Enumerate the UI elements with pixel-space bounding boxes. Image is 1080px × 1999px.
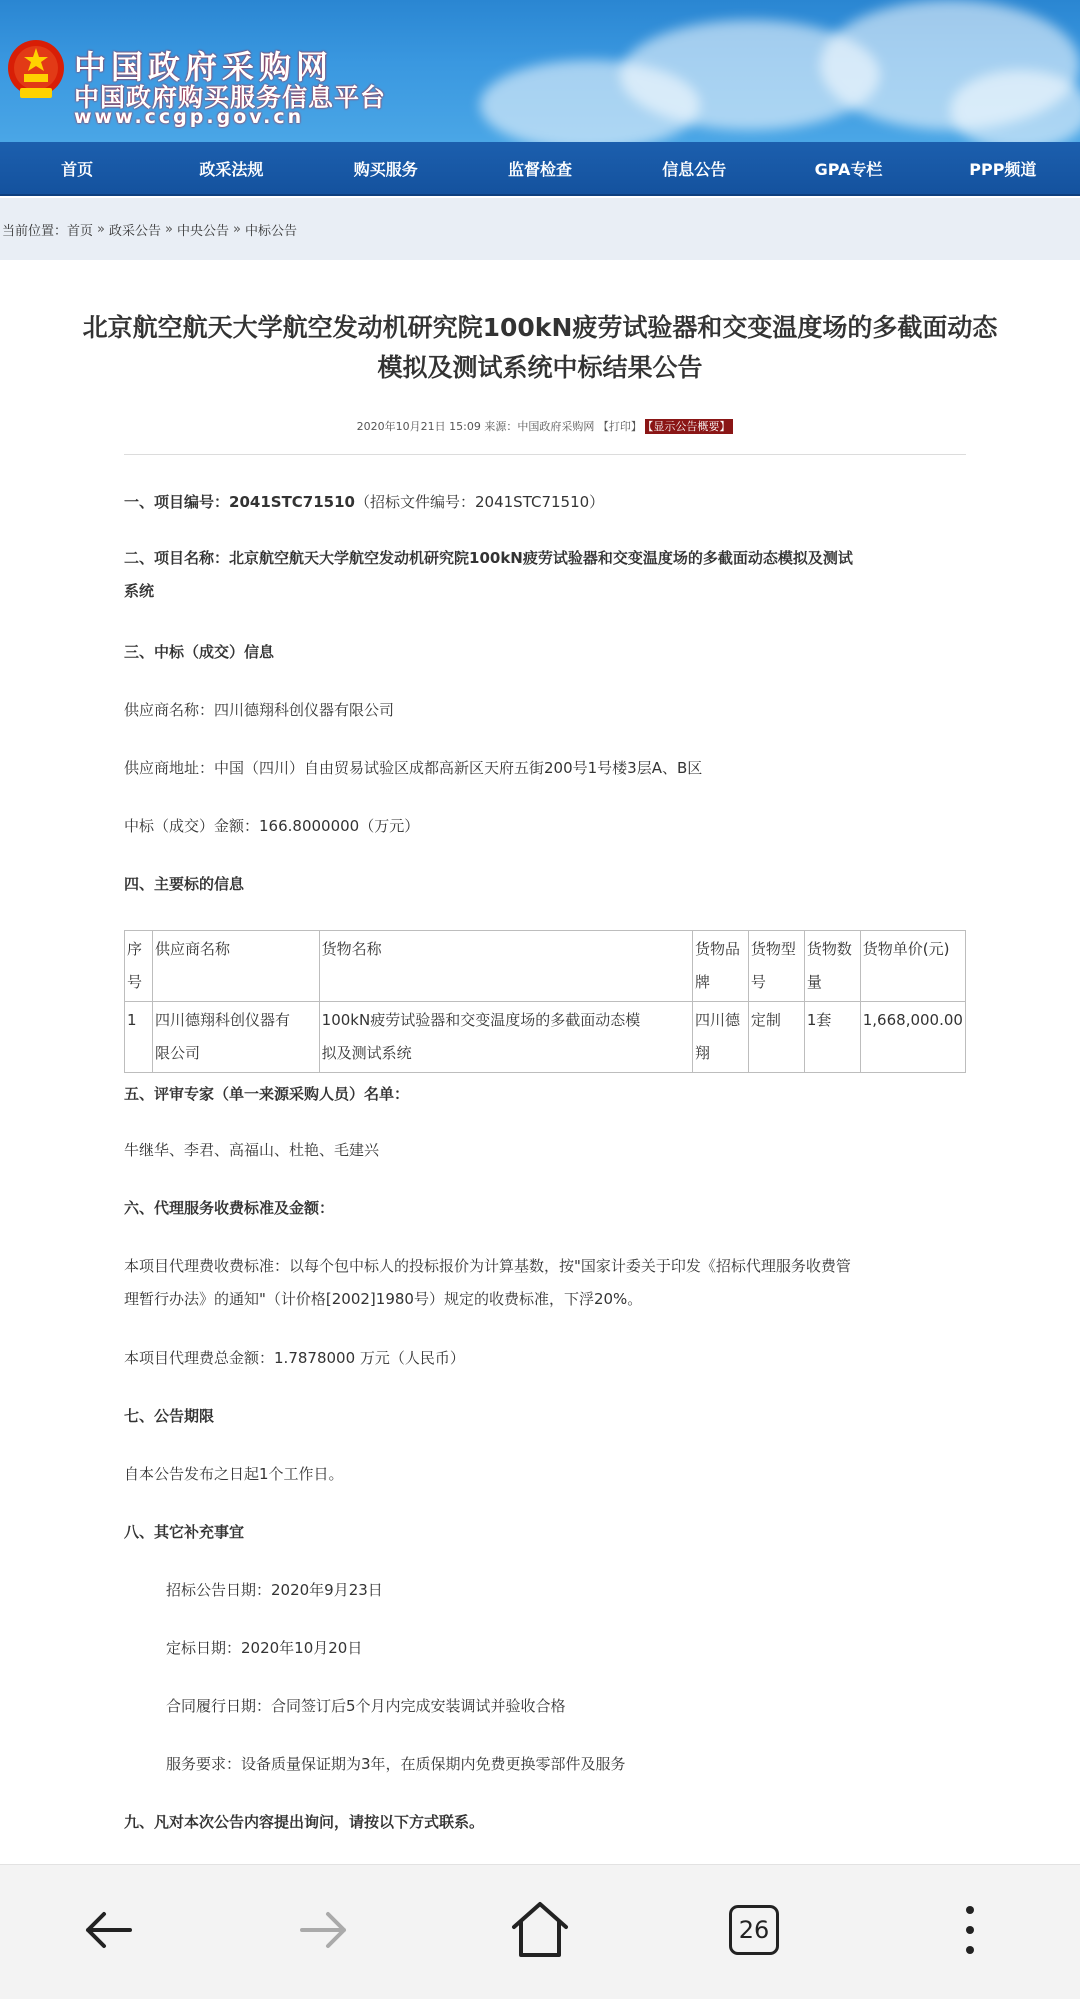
section-project-number <box>124 486 974 519</box>
arrow-right-icon <box>294 1905 354 1955</box>
nav-announcements[interactable]: 信息公告 <box>662 159 727 179</box>
site-logo-title[interactable]: 中国政府采购网 <box>74 48 334 86</box>
article-title <box>20 308 1060 388</box>
cell-line: 供应商名称 <box>154 940 230 958</box>
project-name-line: 系统 <box>124 582 155 600</box>
cell-line: 牌 <box>694 973 710 991</box>
tender-doc-number: （招标文件编号：2041STC71510） <box>355 493 605 511</box>
cell-line: 量 <box>806 973 822 991</box>
fee-total: 本项目代理费总金额：1.7878000 万元（人民币） <box>124 1349 465 1367</box>
nav-ppp[interactable]: PPP频道 <box>969 159 1037 179</box>
breadcrumb-award-notices[interactable]: 中标公告 <box>244 223 297 239</box>
article-title-line: 模拟及测试系统中标结果公告 <box>377 353 703 382</box>
table-header-cell <box>692 931 748 1002</box>
tender-notice-date: 招标公告日期：2020年9月23日 <box>166 1581 383 1599</box>
site-banner <box>0 0 1080 142</box>
breadcrumb-separator: » <box>165 221 173 237</box>
cell-line: 拟及测试系统 <box>321 1044 412 1062</box>
award-decision-date: 定标日期：2020年10月20日 <box>166 1639 363 1657</box>
nav-gpa[interactable]: GPA专栏 <box>814 159 883 179</box>
project-number-label: 一、项目编号： <box>124 493 230 511</box>
section-heading-experts: 五、评审专家（单一来源采购人员）名单： <box>124 1085 410 1103</box>
cloud-decoration <box>950 70 1080 142</box>
back-button[interactable] <box>68 1895 148 1965</box>
table-cell <box>152 1002 319 1073</box>
table-cell <box>804 1002 860 1073</box>
arrow-left-icon <box>78 1905 138 1955</box>
cell-line: 号 <box>750 973 766 991</box>
main-nav <box>0 142 1080 196</box>
fee-standard-line: 理暂行办法》的通知"（计价格[2002]1980号）规定的收费标准，下浮20%。 <box>124 1290 643 1308</box>
notice-period: 自本公告发布之日起1个工作日。 <box>124 1465 344 1483</box>
table-cell <box>319 1002 692 1073</box>
cell-line: 翔 <box>694 1044 710 1062</box>
table-cell <box>748 1002 804 1073</box>
table-cell <box>860 1002 965 1073</box>
browser-bottom-bar <box>0 1864 1080 1999</box>
nav-home[interactable]: 首页 <box>61 159 94 179</box>
cell-line: 号 <box>127 973 143 991</box>
supplier-address: 供应商地址：中国（四川）自由贸易试验区成都高新区天府五街200号1号楼3层A、B区 <box>124 759 703 777</box>
expert-list: 牛继华、李君、高福山、杜艳、毛建兴 <box>124 1141 380 1159</box>
nav-regulations[interactable]: 政采法规 <box>199 159 264 179</box>
article-meta-text: 2020年10月21日 15:09 来源：中国政府采购网 【打印】 <box>356 420 642 433</box>
site-logo-subtitle[interactable]: 中国政府购买服务信息平台 <box>74 83 387 112</box>
cell-line: 货物型 <box>750 940 796 958</box>
section-heading-notice-period: 七、公告期限 <box>124 1407 215 1425</box>
section-heading-main-items: 四、主要标的信息 <box>124 875 245 893</box>
cell-line: 100kN疲劳试验器和交变温度场的多截面动态模 <box>321 1011 641 1029</box>
cell-line: 货物名称 <box>321 940 382 958</box>
main-items-table <box>124 930 966 1073</box>
supplier-name: 供应商名称：四川德翔科创仪器有限公司 <box>124 701 395 719</box>
breadcrumb <box>0 198 1080 260</box>
table-header-cell <box>152 931 319 1002</box>
fee-standard <box>124 1250 974 1316</box>
home-button[interactable] <box>500 1895 580 1965</box>
nav-purchase-services[interactable]: 购买服务 <box>353 159 418 179</box>
article-meta <box>124 418 966 434</box>
breadcrumb-separator: » <box>97 221 105 237</box>
service-requirement: 服务要求：设备质量保证期为3年，在质保期内免费更换零部件及服务 <box>166 1755 626 1773</box>
table-header-cell <box>125 931 153 1002</box>
cell-line: 四川德 <box>694 1011 740 1029</box>
breadcrumb-home[interactable]: 首页 <box>67 223 94 239</box>
section-heading-award-info: 三、中标（成交）信息 <box>124 643 275 661</box>
award-amount: 中标（成交）金额：166.8000000（万元） <box>124 817 420 835</box>
contract-performance-date: 合同履行日期：合同签订后5个月内完成安装调试并验收合格 <box>166 1697 566 1715</box>
table-header-cell <box>804 931 860 1002</box>
cell-line: 货物数 <box>806 940 852 958</box>
table-header-cell <box>748 931 804 1002</box>
site-logo-url[interactable]: www.ccgp.gov.cn <box>74 106 305 128</box>
cell-line: 1套 <box>806 1011 832 1029</box>
nav-supervision[interactable]: 监督检查 <box>507 159 572 179</box>
cell-line: 定制 <box>750 1011 781 1029</box>
breadcrumb-separator: » <box>233 221 241 237</box>
cell-line: 货物品 <box>694 940 740 958</box>
project-number-value: 2041STC71510 <box>229 493 355 511</box>
section-project-name <box>124 542 974 608</box>
table-cell <box>125 1002 153 1073</box>
table-cell <box>692 1002 748 1073</box>
cell-line: 1 <box>127 1011 137 1029</box>
menu-button[interactable] <box>930 1895 1010 1965</box>
home-icon <box>508 1899 572 1961</box>
table-row <box>125 1002 966 1073</box>
section-heading-other-matters: 八、其它补充事宜 <box>124 1523 245 1541</box>
table-header-cell <box>860 931 965 1002</box>
project-name-line: 二、项目名称：北京航空航天大学航空发动机研究院100kN疲劳试验器和交变温度场的多截面动态模拟及测试 <box>124 549 853 567</box>
table-header-row <box>125 931 966 1002</box>
table-header-cell <box>319 931 692 1002</box>
forward-button[interactable] <box>284 1895 364 1965</box>
fee-standard-line: 本项目代理费收费标准：以每个包中标人的投标报价为计算基数，按"国家计委关于印发《招标代理服务收费管 <box>124 1257 851 1275</box>
divider <box>124 454 966 455</box>
show-summary-button[interactable]: 【显示公告概要】 <box>645 419 734 434</box>
section-heading-agency-fee: 六、代理服务收费标准及金额： <box>124 1199 335 1217</box>
breadcrumb-central-notices[interactable]: 中央公告 <box>176 223 229 239</box>
breadcrumb-prefix: 当前位置： <box>2 223 68 239</box>
article-title-line: 北京航空航天大学航空发动机研究院100kN疲劳试验器和交变温度场的多截面动态 <box>82 313 998 342</box>
cell-line: 四川德翔科创仪器有 <box>154 1011 290 1029</box>
cell-line: 限公司 <box>154 1044 200 1062</box>
cell-line: 货物单价(元) <box>862 940 950 958</box>
cell-line: 1,668,000.00 <box>862 1011 963 1029</box>
section-heading-contact: 九、凡对本次公告内容提出询问，请按以下方式联系。 <box>124 1813 485 1831</box>
more-vertical-icon <box>960 1900 980 1960</box>
cell-line: 序 <box>127 940 143 958</box>
tab-count: 26 <box>729 1905 779 1955</box>
national-emblem-icon[interactable] <box>6 38 66 104</box>
tabs-button[interactable] <box>714 1895 794 1965</box>
breadcrumb-procurement-notices[interactable]: 政采公告 <box>109 223 162 239</box>
